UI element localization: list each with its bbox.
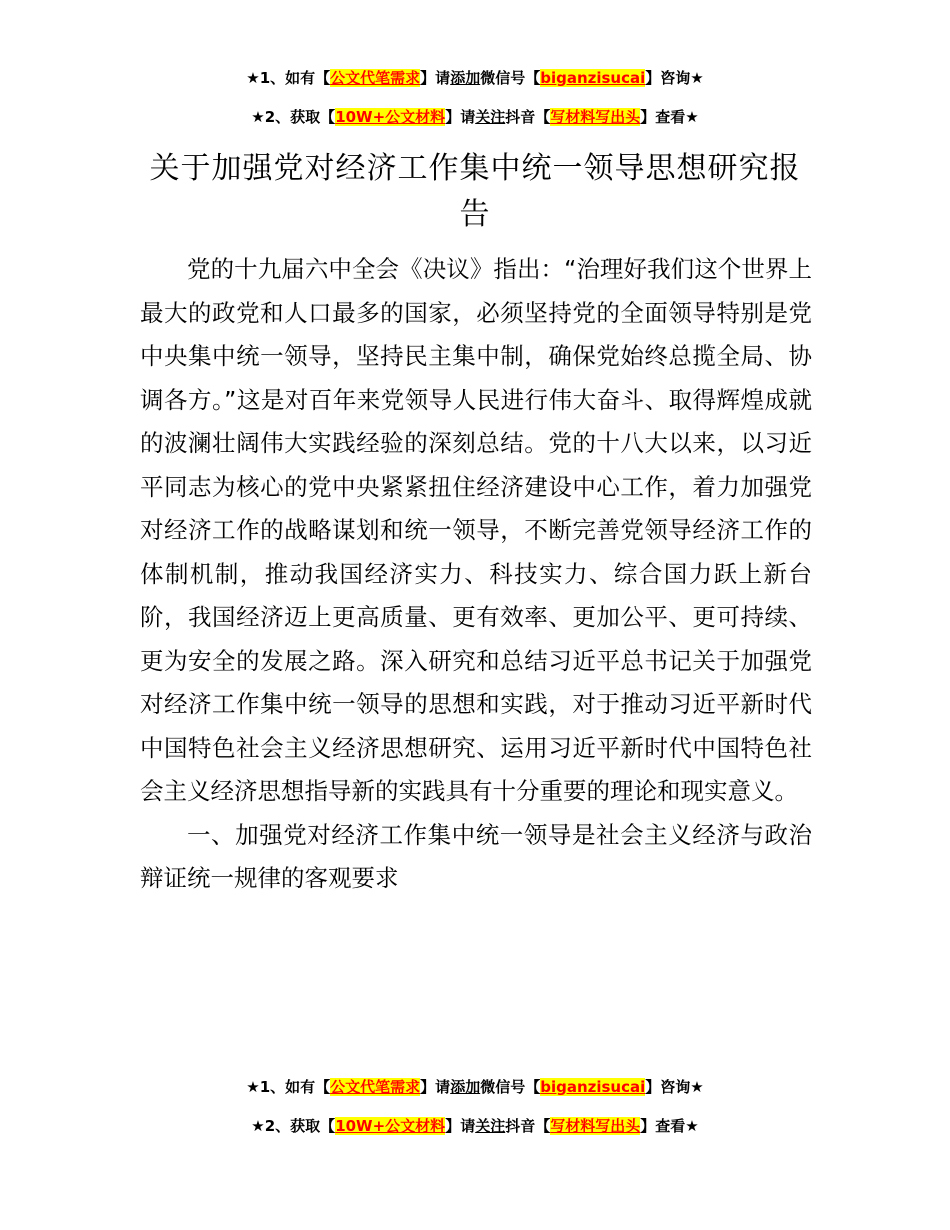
banner-text: ★1、如有【 [246,69,331,87]
banner-underlined-word: 关注 [475,1117,506,1135]
banner-highlight-service: 公文代笔需求 [330,69,421,87]
banner-text: 】请 [420,69,451,87]
banner-text: 】请 [420,1078,451,1096]
banner-text: 】请 [445,108,476,126]
banner-highlight-materials: 10W+公文材料 [335,1117,446,1135]
banner-text: 抖音【 [505,1117,551,1135]
footer-banner-line-1 [0,1077,950,1097]
banner-text: 】查看★ [640,108,699,126]
banner-text: 微信号【 [480,69,541,87]
footer-banner-line-2 [0,1116,950,1136]
banner-text: ★1、如有【 [246,1078,331,1096]
banner-text: 】咨询★ [645,69,704,87]
banner-highlight-wechat-id: biganzisucai [540,1078,646,1096]
header-banner-line-1 [0,68,950,88]
banner-highlight-douyin-account: 写材料写出头 [550,108,641,126]
banner-highlight-douyin-account: 写材料写出头 [550,1117,641,1135]
banner-text: 抖音【 [505,108,551,126]
banner-text: 】咨询★ [645,1078,704,1096]
document-title: 关于加强党对经济工作集中统一领导思想研究报告 [149,151,801,232]
banner-text: ★2、获取【 [251,1117,336,1135]
banner-text: 】查看★ [640,1117,699,1135]
body-paragraph: 党的十九届六中全会《决议》指出：“治理好我们这个世界上最大的政党和人口最多的国家，必须坚持党的全面领导特别是党中央集中统一领导，坚持民主集中制，确保党始终总揽全局、协调各方。”这是对百年来党领导人民进行伟大奋斗、取得辉煌成就的波澜壮阔伟大实践经验的深刻总结。党的十八大以来，以习近平同志为核心的党中央紧紧扭住经济建设中心工作，着力加强党对经济工作的战略谋划和统一领导，不断完善党领导经济工作的体制机制，推动我国经济实力、科技实力、综合国力跃上新台阶，我国经济迈上更高质量、更有效率、更加公平、更可持续、更为安全的发展之路。深入研究和总结习近平总书记关于加强党对经济工作集中统一领导的思想和实践，对于推动习近平新时代中国特色社会主义经济思想研究、运用习近平新时代中国特色社会主义经济思想指导新的实践具有十分重要的理论和现实意义。 [140,255,812,805]
banner-underlined-word: 添加 [450,1078,481,1096]
document-body [140,248,812,901]
banner-highlight-service: 公文代笔需求 [330,1078,421,1096]
banner-highlight-wechat-id: biganzisucai [540,69,646,87]
banner-highlight-materials: 10W+公文材料 [335,108,446,126]
header-banner-line-2 [0,107,950,127]
banner-text: 】请 [445,1117,476,1135]
banner-text: 微信号【 [480,1078,541,1096]
banner-underlined-word: 添加 [450,69,481,87]
banner-underlined-word: 关注 [475,108,506,126]
section-heading: 一、加强党对经济工作集中统一领导是社会主义经济与政治辩证统一规律的客观要求 [140,820,812,892]
banner-text: ★2、获取【 [251,108,336,126]
